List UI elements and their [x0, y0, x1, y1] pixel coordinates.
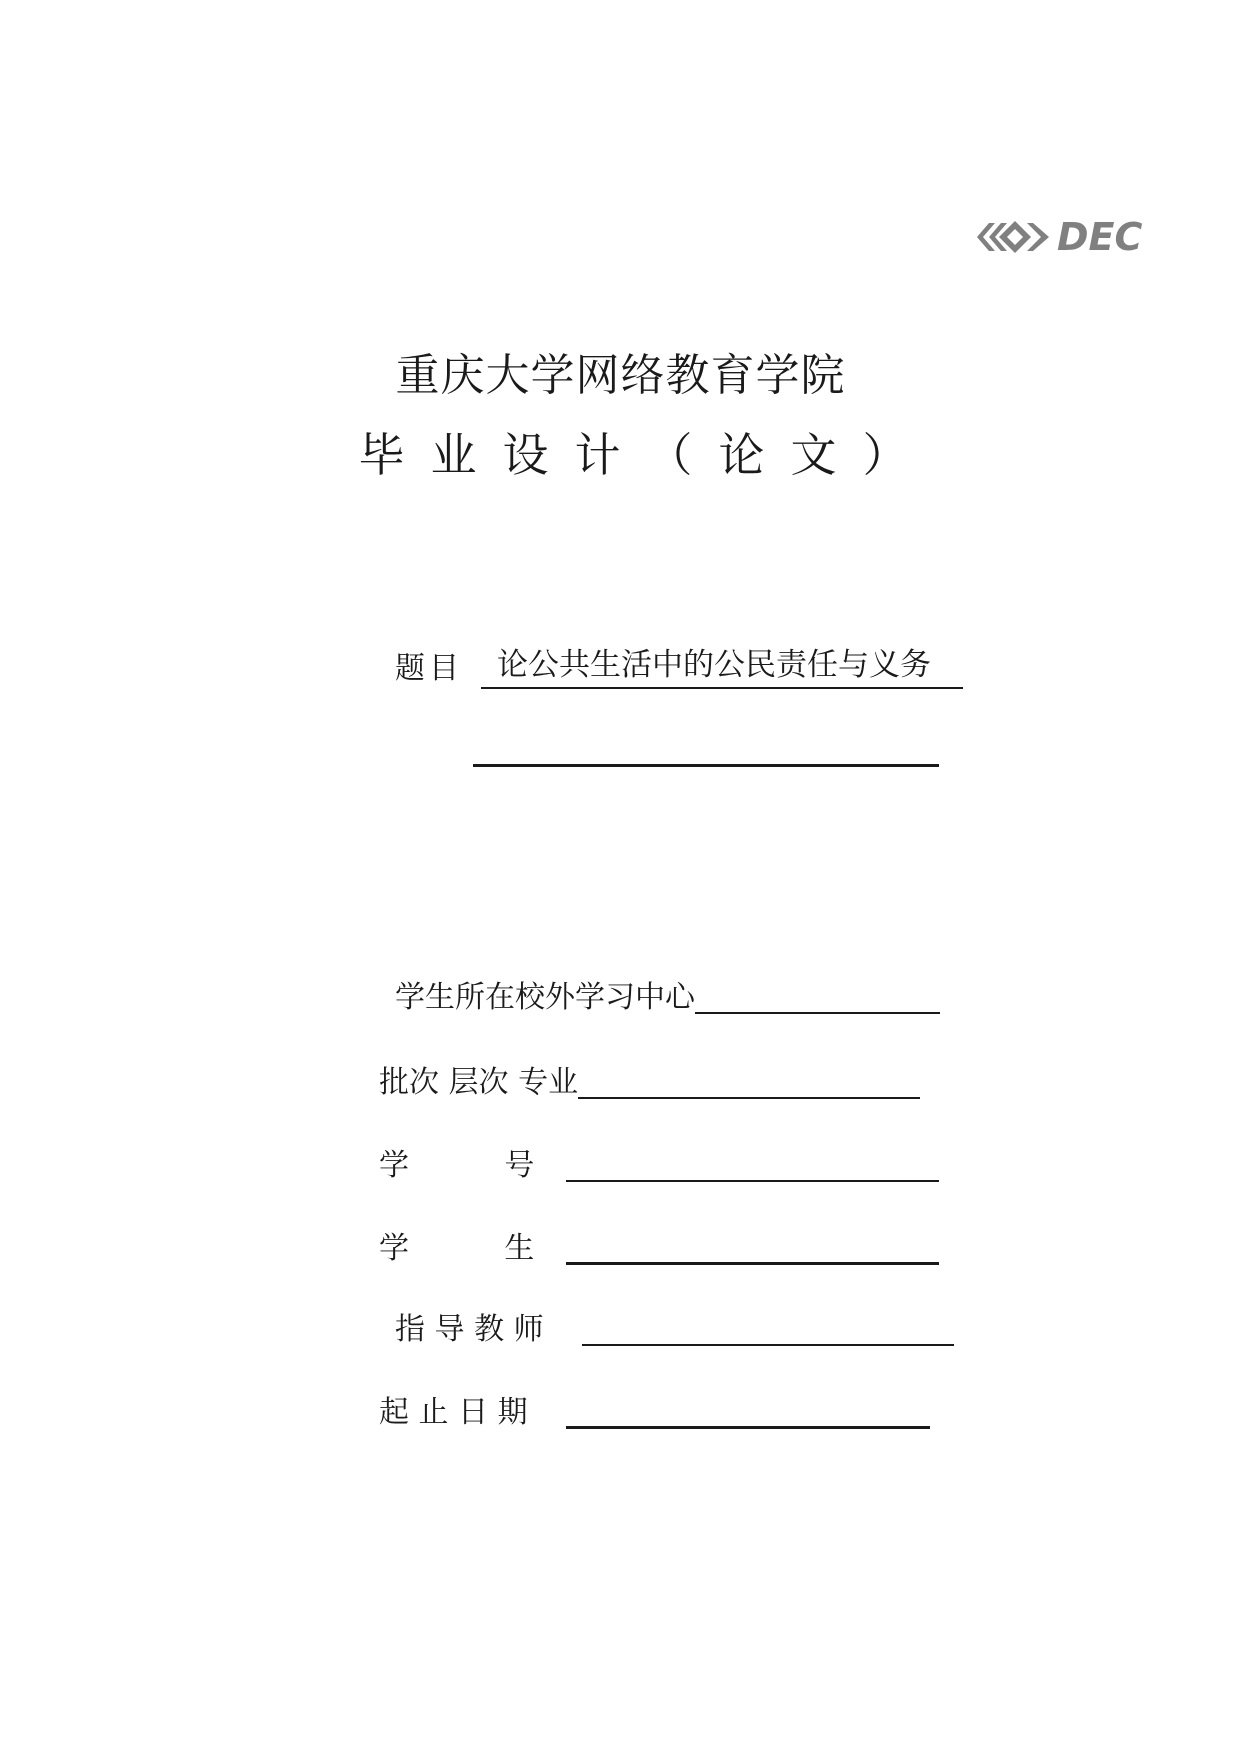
batch-level-major-input[interactable]	[578, 1097, 920, 1099]
student-id-input[interactable]	[566, 1180, 939, 1182]
topic-row	[395, 643, 963, 689]
student-name-field	[379, 1229, 939, 1269]
date-range-field	[379, 1393, 930, 1433]
advisor-input[interactable]	[582, 1344, 954, 1346]
document-type-title: 毕业设计（论文）	[358, 428, 935, 482]
study-center-label: 学生所在校外学习中心	[395, 980, 695, 1015]
date-range-label: 起 止 日 期	[379, 1395, 528, 1430]
student-name-label: 学 生	[379, 1231, 535, 1266]
student-id-label: 学 号	[379, 1148, 535, 1183]
topic-label: 题目	[395, 651, 463, 686]
batch-level-major-field	[379, 1063, 920, 1103]
topic-second-line[interactable]	[473, 764, 939, 767]
date-range-input[interactable]	[566, 1426, 930, 1429]
logo-text: DEC	[1057, 215, 1143, 259]
study-center-field	[395, 978, 940, 1018]
topic-value[interactable]: 论公共生活中的公民责任与义务	[481, 645, 963, 689]
advisor-field	[395, 1310, 954, 1350]
advisor-label: 指 导 教 师	[395, 1312, 544, 1347]
study-center-input[interactable]	[695, 1012, 940, 1014]
batch-level-major-label: 批次 层次 专业	[379, 1065, 579, 1100]
dec-chevron-logo-icon	[975, 217, 1055, 257]
school-name: 重庆大学网络教育学院	[395, 350, 846, 401]
dec-logo	[975, 212, 1142, 262]
student-name-input[interactable]	[566, 1262, 939, 1265]
student-id-field	[379, 1146, 939, 1186]
